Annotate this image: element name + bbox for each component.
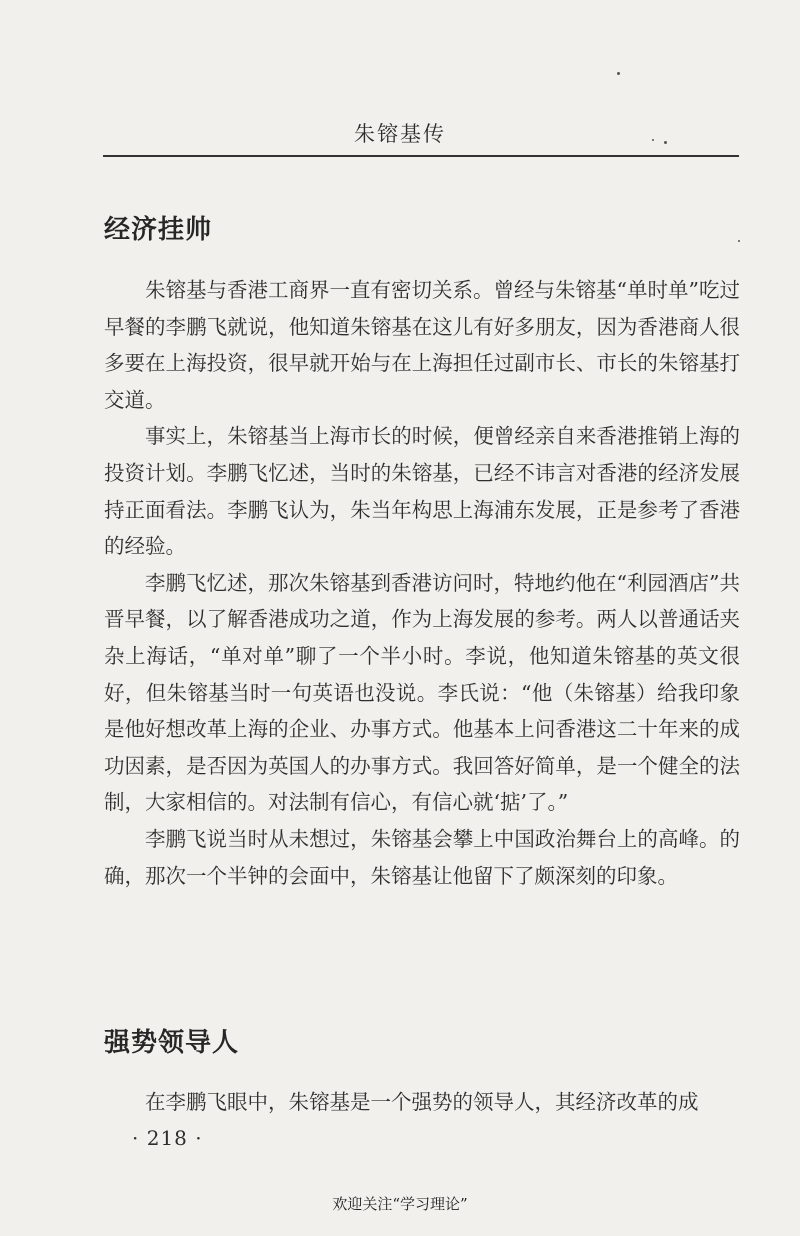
paragraph: 朱镕基与香港工商界一直有密切关系。曾经与朱镕基“单时单”吃过早餐的李鹏飞就说，他知道朱镕基在这儿有好多朋友，因为香港商人很多要在上海投资，很早就开始与在上海担任过副市长、市长的朱镕基打交道。 [104,278,740,412]
footer-note: 欢迎关注“学习理论” [332,1195,468,1213]
page-number: · 218 · [132,1126,203,1150]
scan-speck [652,139,654,141]
section-body-economy [104,272,740,894]
running-title: 朱镕基传 [354,122,446,146]
scan-speck [664,141,667,144]
scan-speck [617,72,620,75]
section-title-strong-leader: 强势领导人 [104,1028,240,1058]
header-rule [103,155,739,157]
paragraph: 事实上，朱镕基当上海市长的时候，便曾经亲自来香港推销上海的投资计划。李鹏飞忆述，当时的朱镕基，已经不讳言对香港的经济发展持正面看法。李鹏飞认为，朱当年构思上海浦东发展，正是参考了香港的经验。 [104,424,740,559]
paragraph: 李鹏飞说当时从未想过，朱镕基会攀上中国政治舞台上的高峰。的确，那次一个半钟的会面中，朱镕基让他留下了颇深刻的印象。 [104,826,740,888]
paragraph: 在李鹏飞眼中，朱镕基是一个强势的领导人，其经济改革的成 [145,1090,699,1114]
section-title-economy: 经济挂帅 [104,215,213,245]
scan-speck [738,240,740,242]
section-body-strong-leader [104,1084,740,1121]
paragraph: 李鹏飞忆述，那次朱镕基到香港访问时，特地约他在“利园酒店”共晋早餐，以了解香港成功之道，作为上海发展的参考。两人以普通话夹杂上海话，“单对单”聊了一个半小时。李说，他知道朱镕基的英文很好，但朱镕基当时一句英语也没说。李氏说：“他（朱镕基）给我印象是他好想改革上海的企业、办事方式。他基本上问香港这二十年来的成功因素，是否因为英国人的办事方式。我回答好简单，是一个健全的法制，大家相信的。对法制有信心，有信心就‘掂’了。” [104,570,740,815]
